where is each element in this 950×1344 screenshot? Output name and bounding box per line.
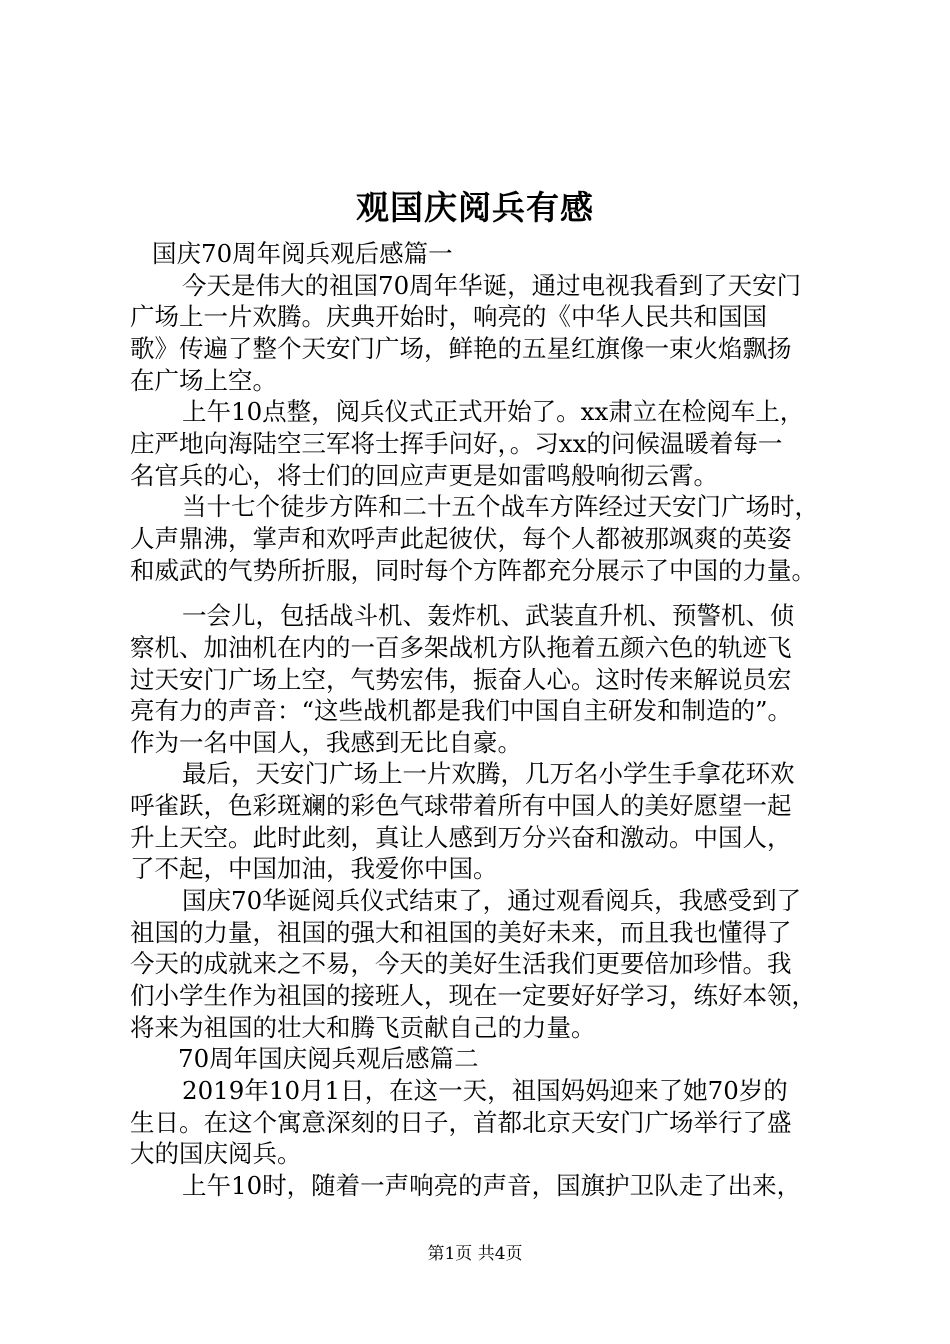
- text-line: 在广场上空。: [130, 366, 277, 395]
- text-line: 歌》传遍了整个天安门广场，鲜艳的五星红旗像一束火焰飘扬: [130, 334, 792, 363]
- text-line: 人声鼎沸，掌声和欢呼声此起彼伏，每个人都被那飒爽的英姿: [130, 524, 792, 553]
- text-line: 今天是伟大的祖国70周年华诞，通过电视我看到了天安门: [182, 271, 802, 300]
- text-line: 了不起，中国加油，我爱你中国。: [130, 854, 498, 883]
- text-line: 升上天空。此时此刻，真让人感到万分兴奋和激动。中国人，: [130, 823, 792, 852]
- page-footer: 第1页 共4页: [427, 1244, 523, 1264]
- text-line: 察机、加油机在内的一百多架战机方队拖着五颜六色的轨迹飞: [130, 633, 792, 662]
- text-line: 最后，天安门广场上一片欢腾，几万名小学生手拿花环欢: [182, 759, 795, 788]
- text-line: 大的国庆阅兵。: [130, 1139, 302, 1168]
- text-line: 当十七个徒步方阵和二十五个战车方阵经过天安门广场时，: [182, 492, 819, 521]
- text-line: 名官兵的心，将士们的回应声更是如雷鸣般响彻云霄。: [130, 461, 718, 490]
- text-line: 广场上一片欢腾。庆典开始时，响亮的《中华人民共和国国: [130, 302, 767, 331]
- text-line: 庄严地向海陆空三军将士挥手问好，。习xx的问候温暖着每一: [130, 429, 783, 458]
- text-line: 和威武的气势所折服，同时每个方阵都充分展示了中国的力量。: [130, 556, 816, 585]
- text-line: 2019年10月1日，在这一天，祖国妈妈迎来了她70岁的: [182, 1076, 788, 1105]
- text-line: 国庆70华诞阅兵仪式结束了，通过观看阅兵，我感受到了: [182, 886, 802, 915]
- text-line: 过天安门广场上空，气势宏伟，振奋人心。这时传来解说员宏: [130, 665, 792, 694]
- text-line: 将来为祖国的壮大和腾飞贡献自己的力量。: [130, 1013, 596, 1042]
- text-line: 70周年国庆阅兵观后感篇二: [178, 1044, 479, 1073]
- text-line: 上午10时，随着一声响亮的声音，国旗护卫队走了出来，: [182, 1171, 802, 1200]
- text-line: 今天的成就来之不易，今天的美好生活我们更要倍加珍惜。我: [130, 949, 792, 978]
- text-line: 呼雀跃，色彩斑斓的彩色气球带着所有中国人的美好愿望一起: [130, 791, 792, 820]
- text-line: 们小学生作为祖国的接班人，现在一定要好好学习，练好本领，: [130, 981, 816, 1010]
- text-line: 亮有力的声音：“这些战机都是我们中国自主研发和制造的”。: [130, 696, 793, 725]
- text-line: 上午10点整，阅兵仪式正式开始了。xx肃立在检阅车上，: [182, 397, 805, 426]
- text-line: 一会儿，包括战斗机、轰炸机、武装直升机、预警机、侦: [182, 601, 795, 630]
- text-line: 作为一名中国人，我感到无比自豪。: [130, 728, 522, 757]
- text-line: 国庆70周年阅兵观后感篇一: [152, 239, 453, 268]
- document-title: 观国庆阅兵有感: [356, 188, 594, 227]
- text-line: 生日。在这个寓意深刻的日子，首都北京天安门广场举行了盛: [130, 1108, 792, 1137]
- text-line: 祖国的力量，祖国的强大和祖国的美好未来，而且我也懂得了: [130, 918, 792, 947]
